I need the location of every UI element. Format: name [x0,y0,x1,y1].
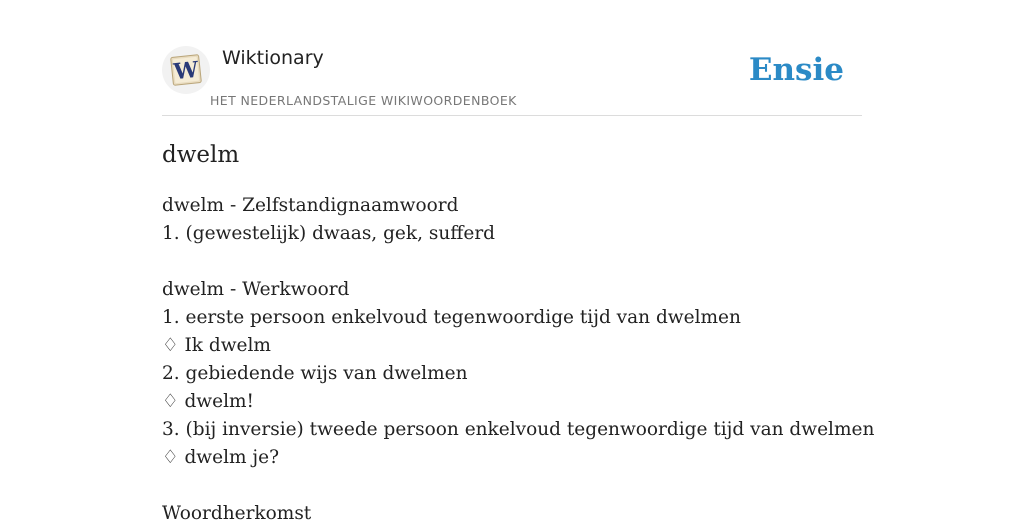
example-line: ♢ Ik dwelm [162,335,271,356]
page [162,0,875,524]
ensie-brand-link[interactable]: Ensie [748,52,844,88]
section-heading-etymology: Woordherkomst [162,503,312,524]
wiktionary-logo-icon[interactable] [162,46,210,94]
blank-line [162,248,862,276]
section-heading-noun: dwelm - Zelfstandignaamwoord [162,195,459,216]
section-heading-verb: dwelm - Werkwoord [162,279,350,300]
example-line: ♢ dwelm! [162,391,254,412]
page-title: dwelm [162,142,240,168]
definition-content [162,192,875,528]
definition-line: 3. (bij inversie) tweede persoon enkelvoud tegenwoordige tijd van dwelmen [162,419,875,440]
definition-line: 1. (gewestelijk) dwaas, gek, sufferd [162,223,496,244]
blank-line [162,472,862,500]
definition-line: 1. eerste persoon enkelvoud tegenwoordige tijd van dwelmen [162,307,741,328]
svg-text:W: W [172,56,200,86]
definition-line: 2. gebiedende wijs van dwelmen [162,363,468,384]
example-line: ♢ dwelm je? [162,447,280,468]
site-name[interactable]: Wiktionary [222,47,324,69]
site-tagline: HET NEDERLANDSTALIGE WIKIWOORDENBOEK [210,93,517,108]
site-header [162,0,862,116]
